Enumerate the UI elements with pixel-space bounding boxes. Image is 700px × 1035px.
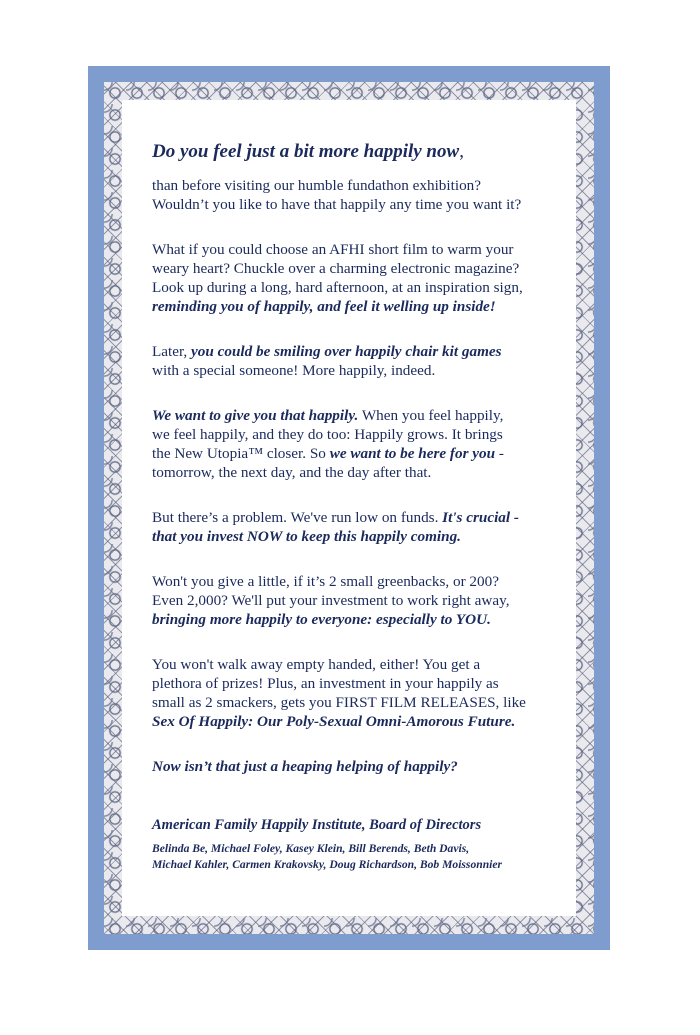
line: Look up during a long, hard afternoon, at an inspiration sign, (152, 279, 523, 296)
blue-frame (88, 66, 610, 950)
text: with a special someone! More happily, indeed. (152, 362, 436, 379)
names-line: Michael Kahler, Carmen Krakovsky, Doug Richardson, Bob Moissonnier (152, 858, 503, 871)
letter-heading (152, 142, 572, 161)
paragraph-3 (152, 342, 572, 380)
paragraph-1 (152, 176, 572, 214)
emphasis: reminding you of happily, and feel it welling up inside! (152, 298, 496, 315)
emphasis: It's crucial - (442, 509, 519, 526)
letter-body (152, 142, 572, 873)
text: we feel happily, and they do too: Happily grows. It brings (152, 426, 503, 443)
paragraph-4 (152, 406, 572, 482)
signature: American Family Happily Institute, Board of Directors (152, 817, 482, 833)
line: weary heart? Chuckle over a charming electronic magazine? (152, 260, 520, 277)
text: But there’s a problem. We've run low on funds. (152, 509, 443, 526)
heading-text: Do you feel just a bit more happily now (152, 141, 460, 162)
text: When you feel happily, (358, 407, 504, 424)
line: than before visiting our humble fundathon exhibition? (152, 177, 481, 194)
heading-comma: , (459, 141, 464, 162)
emphasis: bringing more happily to everyone: especially to YOU. (152, 611, 491, 628)
line: Wouldn’t you like to have that happily any time you want it? (152, 196, 522, 213)
paragraph-6 (152, 572, 572, 629)
text: - (495, 445, 504, 462)
emphasis: that you invest NOW to keep this happily coming. (152, 528, 461, 545)
emphasis: We want to give you that happily. (152, 407, 359, 424)
text: Won't you give a little, if it’s 2 small greenbacks, or 200? (152, 573, 499, 590)
text: plethora of prizes! Plus, an investment in your happily as (152, 675, 499, 692)
paragraph-7 (152, 655, 572, 731)
text: You won't walk away empty handed, either! You get a (152, 656, 481, 673)
film-title: Sex Of Happily: Our Poly-Sexual Omni-Amorous Future. (152, 713, 516, 730)
text: Even 2,000? We'll put your investment to work right away, (152, 592, 510, 609)
emphasis: you could be smiling over happily chair kit games (191, 343, 502, 360)
text: Later, (152, 343, 192, 360)
paragraph-5 (152, 508, 572, 546)
paragraph-2 (152, 240, 572, 316)
board-names (152, 841, 572, 873)
paragraph-8: Now isn’t that just a heaping helping of happily? (152, 758, 458, 775)
emphasis: we want to be here for you (329, 445, 496, 462)
names-line: Belinda Be, Michael Foley, Kasey Klein, Bill Berends, Beth Davis, (152, 842, 470, 855)
text: tomorrow, the next day, and the day after that. (152, 464, 432, 481)
text: small as 2 smackers, gets you FIRST FILM RELEASES, like (152, 694, 526, 711)
text: the New Utopia™ closer. So (152, 445, 330, 462)
line: What if you could choose an AFHI short film to warm your (152, 241, 514, 258)
